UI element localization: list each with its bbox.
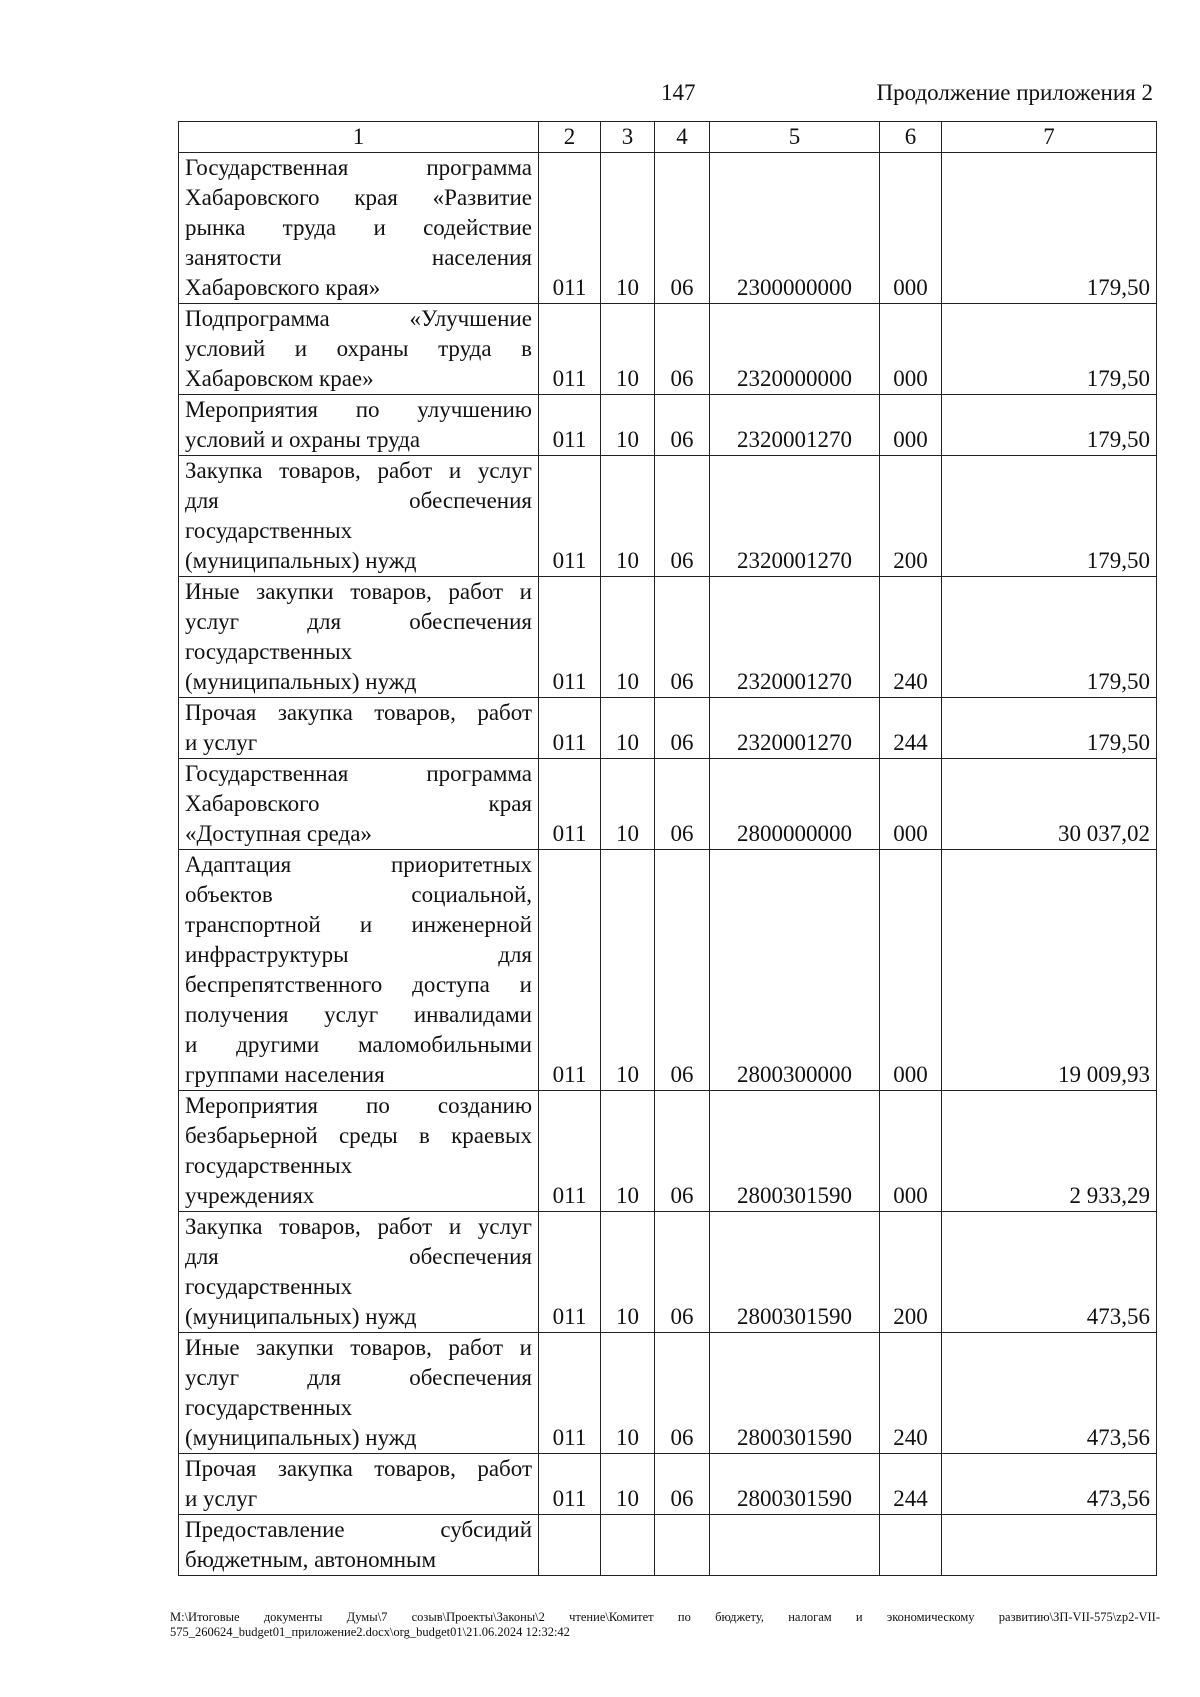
target-article-code (710, 1515, 880, 1576)
target-article-code: 2800301590 (710, 1454, 880, 1515)
table-row (179, 698, 1157, 759)
table-row (179, 1515, 1157, 1576)
ministry-code: 011 (539, 1333, 601, 1454)
table-row (179, 153, 1157, 304)
section-code (601, 1515, 655, 1576)
row-name-line: услуг для обеспечения (185, 1365, 532, 1390)
row-name-line: государственных (185, 518, 353, 543)
table-row (179, 1091, 1157, 1212)
row-name (179, 698, 539, 759)
subsection-code: 06 (655, 1333, 710, 1454)
row-name-line: и услуг (185, 730, 258, 755)
table-row (179, 759, 1157, 850)
subsection-code: 06 (655, 304, 710, 395)
amount (942, 1515, 1157, 1576)
column-header-7: 7 (942, 122, 1157, 153)
column-header-1: 1 (179, 122, 539, 153)
subsection-code: 06 (655, 456, 710, 577)
row-name-line: транспортной и инженерной (185, 912, 532, 937)
row-name (179, 850, 539, 1091)
row-name-line: Мероприятия по улучшению (185, 397, 532, 422)
expense-type-code: 244 (880, 698, 942, 759)
target-article-code: 2320001270 (710, 456, 880, 577)
table-body (179, 153, 1157, 1576)
table-row (179, 577, 1157, 698)
row-name-line: для обеспечения (185, 1244, 532, 1269)
row-name (179, 577, 539, 698)
expense-type-code: 000 (880, 395, 942, 456)
ministry-code: 011 (539, 456, 601, 577)
target-article-code: 2800301590 (710, 1091, 880, 1212)
row-name-line: условий и охраны труда в (185, 336, 532, 361)
section-code: 10 (601, 153, 655, 304)
row-name-line: беспрепятственного доступа и (185, 972, 532, 997)
row-name-line: и другими маломобильными (185, 1032, 532, 1057)
target-article-code: 2800000000 (710, 759, 880, 850)
expense-type-code: 200 (880, 456, 942, 577)
target-article-code: 2320000000 (710, 304, 880, 395)
row-name-line: Иные закупки товаров, работ и (185, 1335, 532, 1360)
row-name-line: группами населения (185, 1062, 385, 1087)
subsection-code: 06 (655, 577, 710, 698)
row-name-line: (муниципальных) нужд (185, 669, 417, 694)
amount: 2 933,29 (942, 1091, 1157, 1212)
subsection-code: 06 (655, 1454, 710, 1515)
row-name (179, 304, 539, 395)
ministry-code: 011 (539, 395, 601, 456)
amount: 179,50 (942, 304, 1157, 395)
page-header (0, 76, 1200, 112)
expense-type-code: 000 (880, 153, 942, 304)
row-name-line: и услуг (185, 1486, 258, 1511)
row-name-line: условий и охраны труда (185, 427, 421, 452)
row-name-line: объектов социальной, (185, 882, 532, 907)
ministry-code: 011 (539, 577, 601, 698)
expense-type-code: 240 (880, 577, 942, 698)
row-name-line: государственных (185, 1395, 353, 1420)
section-code: 10 (601, 1091, 655, 1212)
row-name-line: рынка труда и содействие (185, 215, 532, 240)
expense-type-code (880, 1515, 942, 1576)
subsection-code (655, 1515, 710, 1576)
expense-type-code: 000 (880, 759, 942, 850)
table-row (179, 1212, 1157, 1333)
expense-type-code: 000 (880, 304, 942, 395)
row-name-line: Хабаровского края (185, 791, 532, 816)
row-name-line: Хабаровском крае» (185, 366, 374, 391)
amount: 179,50 (942, 698, 1157, 759)
row-name-line: безбарьерной среды в краевых (185, 1123, 532, 1148)
column-number-row (179, 122, 1157, 153)
row-name (179, 1091, 539, 1212)
amount: 30 037,02 (942, 759, 1157, 850)
row-name (179, 1212, 539, 1333)
footer-file-path: M:\Итоговые документы Думы\7 созыв\Проекты\Законы\2 чтение\Комитет по бюджету, налогам и экономическому развитию\ЗП-VII-575\zp2-VII-575_260624_budget01_приложение2.docx\org_budget01\21.06.2024 12:32:42 (170, 1610, 1160, 1639)
budget-table (178, 121, 1157, 1576)
row-name (179, 1454, 539, 1515)
amount: 473,56 (942, 1333, 1157, 1454)
subsection-code: 06 (655, 1212, 710, 1333)
expense-type-code: 000 (880, 850, 942, 1091)
column-header-4: 4 (655, 122, 710, 153)
section-code: 10 (601, 395, 655, 456)
expense-type-code: 000 (880, 1091, 942, 1212)
amount: 19 009,93 (942, 850, 1157, 1091)
row-name-line: государственных (185, 1153, 353, 1178)
column-header-5: 5 (710, 122, 880, 153)
target-article-code: 2300000000 (710, 153, 880, 304)
row-name-line: государственных (185, 1274, 353, 1299)
row-name (179, 153, 539, 304)
section-code: 10 (601, 1333, 655, 1454)
amount: 473,56 (942, 1454, 1157, 1515)
row-name-line: Хабаровского края «Развитие (185, 185, 532, 210)
row-name-line: Адаптация приоритетных (185, 852, 532, 877)
row-name-line: (муниципальных) нужд (185, 1304, 417, 1329)
target-article-code: 2320001270 (710, 395, 880, 456)
section-code: 10 (601, 1454, 655, 1515)
subsection-code: 06 (655, 698, 710, 759)
table-row (179, 1454, 1157, 1515)
row-name-line: Хабаровского края» (185, 275, 381, 300)
subsection-code: 06 (655, 850, 710, 1091)
row-name-line: получения услуг инвалидами (185, 1002, 532, 1027)
row-name-line: Иные закупки товаров, работ и (185, 579, 532, 604)
row-name-line: Государственная программа (185, 761, 532, 786)
continuation-label: Продолжение приложения 2 (876, 80, 1153, 105)
table-row (179, 395, 1157, 456)
row-name-line: Закупка товаров, работ и услуг (185, 458, 532, 483)
table-row (179, 456, 1157, 577)
target-article-code: 2800300000 (710, 850, 880, 1091)
table-row (179, 1333, 1157, 1454)
row-name-line: государственных (185, 639, 353, 664)
amount: 179,50 (942, 456, 1157, 577)
row-name-line: бюджетным, автономным (185, 1547, 437, 1572)
row-name-line: (муниципальных) нужд (185, 1425, 417, 1450)
row-name-line: для обеспечения (185, 488, 532, 513)
ministry-code: 011 (539, 1212, 601, 1333)
row-name (179, 1333, 539, 1454)
target-article-code: 2320001270 (710, 698, 880, 759)
amount: 179,50 (942, 153, 1157, 304)
section-code: 10 (601, 698, 655, 759)
ministry-code: 011 (539, 304, 601, 395)
section-code: 10 (601, 577, 655, 698)
row-name-line: (муниципальных) нужд (185, 548, 417, 573)
section-code: 10 (601, 456, 655, 577)
subsection-code: 06 (655, 395, 710, 456)
row-name (179, 395, 539, 456)
ministry-code: 011 (539, 1454, 601, 1515)
amount: 179,50 (942, 395, 1157, 456)
ministry-code: 011 (539, 759, 601, 850)
ministry-code: 011 (539, 1091, 601, 1212)
row-name-line: Мероприятия по созданию (185, 1093, 532, 1118)
subsection-code: 06 (655, 759, 710, 850)
row-name-line: Прочая закупка товаров, работ (185, 1456, 532, 1481)
row-name (179, 456, 539, 577)
column-header-2: 2 (539, 122, 601, 153)
row-name-line: инфраструктуры для (185, 942, 532, 967)
section-code: 10 (601, 759, 655, 850)
expense-type-code: 244 (880, 1454, 942, 1515)
ministry-code: 011 (539, 850, 601, 1091)
target-article-code: 2800301590 (710, 1212, 880, 1333)
expense-type-code: 200 (880, 1212, 942, 1333)
table-row (179, 850, 1157, 1091)
section-code: 10 (601, 1212, 655, 1333)
ministry-code: 011 (539, 153, 601, 304)
row-name-line: Закупка товаров, работ и услуг (185, 1214, 532, 1239)
expense-type-code: 240 (880, 1333, 942, 1454)
row-name (179, 759, 539, 850)
amount: 179,50 (942, 577, 1157, 698)
target-article-code: 2320001270 (710, 577, 880, 698)
row-name (179, 1515, 539, 1576)
section-code: 10 (601, 850, 655, 1091)
column-header-3: 3 (601, 122, 655, 153)
row-name-line: Прочая закупка товаров, работ (185, 700, 532, 725)
row-name-line: Предоставление субсидий (185, 1517, 532, 1542)
row-name-line: услуг для обеспечения (185, 609, 532, 634)
amount: 473,56 (942, 1212, 1157, 1333)
row-name-line: занятости населения (185, 245, 532, 270)
table-row (179, 304, 1157, 395)
subsection-code: 06 (655, 1091, 710, 1212)
target-article-code: 2800301590 (710, 1333, 880, 1454)
ministry-code (539, 1515, 601, 1576)
row-name-line: Государственная программа (185, 155, 532, 180)
column-header-6: 6 (880, 122, 942, 153)
page-number: 147 (661, 80, 696, 105)
row-name-line: «Доступная среда» (185, 821, 372, 846)
section-code: 10 (601, 304, 655, 395)
row-name-line: Подпрограмма «Улучшение (185, 306, 532, 331)
subsection-code: 06 (655, 153, 710, 304)
ministry-code: 011 (539, 698, 601, 759)
row-name-line: учреждениях (185, 1183, 315, 1208)
